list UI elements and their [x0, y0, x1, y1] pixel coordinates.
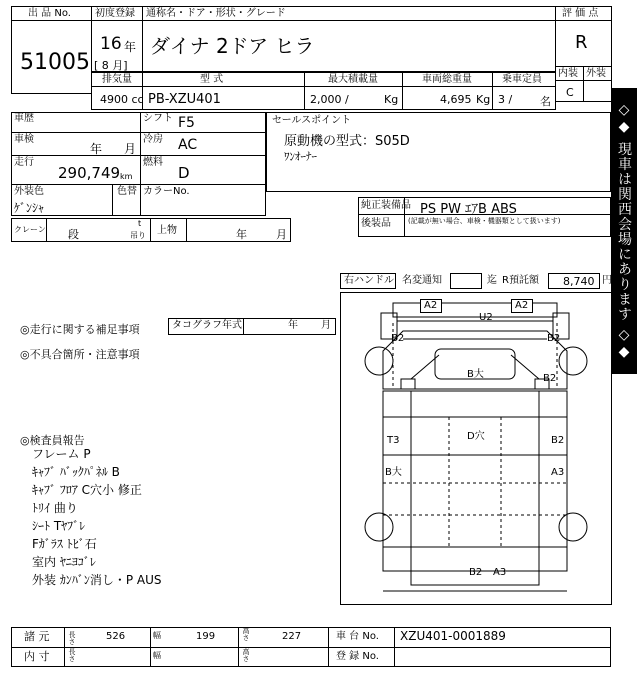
inspection-year-unit: 年 [90, 142, 103, 156]
divider [11, 20, 92, 21]
lot-no: 51005 [20, 50, 90, 75]
upper-label: 上物 [157, 225, 177, 236]
inspection-month-unit: 月 [124, 142, 137, 156]
damage-mark: B2 [469, 567, 483, 578]
divider [112, 184, 113, 216]
inner-width-label: 幅 [153, 651, 161, 660]
divider [402, 72, 403, 110]
divider [11, 184, 266, 185]
first-reg-year: 16 [100, 34, 122, 54]
divider [11, 647, 611, 648]
exterior-color: ｹﾞﾝｼｬ [14, 201, 45, 215]
inner-length-label: 長さ [68, 648, 76, 662]
tachograph-month-unit: 月 [321, 320, 331, 331]
inspection-label: 車検 [14, 134, 34, 145]
capacity: 3 / [498, 93, 513, 106]
upper-year-unit: 年 [236, 228, 247, 241]
width-label: 幅 [153, 631, 161, 640]
divider [328, 627, 329, 667]
aftermarket-note: (記載が無い場合、車検・機器類として扱います) [408, 217, 561, 225]
divider [140, 112, 141, 216]
sales-point-line1: 原動機の型式：S05D [284, 134, 410, 149]
running-label: ◎走行に関する補足事項 [20, 323, 140, 336]
damage-mark: U2 [479, 312, 493, 323]
lot-no-label: 出 品 No. [28, 8, 71, 19]
divider [46, 218, 47, 242]
meter-change-box [450, 273, 482, 289]
divider [304, 72, 305, 110]
mileage-unit: km [120, 172, 133, 181]
divider [555, 20, 612, 21]
damage-mark: B2 [551, 435, 565, 446]
inspector-line: ﾄﾘｲ 曲り [32, 501, 78, 515]
fuel: D [178, 164, 190, 182]
mileage: 290,749 [58, 164, 121, 182]
first-reg-year-unit: 年 [124, 40, 137, 54]
divider [142, 6, 143, 72]
max-load-unit: Kg [384, 93, 399, 106]
crane-row [11, 218, 291, 242]
shift-label: シフト [143, 113, 173, 124]
shift: F5 [178, 115, 195, 131]
defects-label: ◎不具合箇所・注意事項 [20, 348, 140, 361]
crane-label: クレーン [14, 225, 46, 234]
details-grid [11, 112, 266, 216]
model-name: ダイナ 2ドア ヒラ [150, 34, 315, 58]
height: 227 [282, 631, 302, 642]
first-reg-label: 初度登録 [95, 8, 135, 19]
equipment-value: PS PW ｴｱB ABS [420, 202, 517, 217]
length-label: 長さ [68, 631, 76, 645]
inner-height-label: 高さ [242, 648, 250, 662]
divider [11, 132, 266, 133]
chassis: XZU401-0001889 [400, 629, 506, 643]
divider [238, 627, 239, 667]
damage-mark: B大 [467, 369, 484, 380]
right-hand: 右ハンドル [344, 275, 394, 286]
damage-mark: A3 [551, 467, 565, 478]
ac-label: 冷房 [143, 134, 163, 145]
divider [64, 627, 65, 667]
divider [583, 66, 584, 102]
displacement-label: 排気量 [102, 74, 132, 85]
equipment-label: 純正装備品 [361, 200, 411, 211]
damage-mark: T3 [387, 435, 400, 446]
mileage-label: 走行 [14, 157, 34, 168]
first-reg-month: [ 8 月] [94, 59, 128, 72]
crane-ton-unit: t [138, 219, 142, 228]
inspector-label: ◎検査員報告 [20, 434, 85, 447]
interior-grade: C [566, 86, 574, 99]
width: 199 [196, 631, 216, 642]
gvw: 4,695 [440, 93, 472, 106]
truck-diagram-svg [341, 293, 611, 604]
inner-label: 内 寸 [24, 650, 50, 663]
crane-lift-unit: 吊り [130, 231, 146, 240]
damage-mark: A3 [493, 567, 507, 578]
divider [243, 318, 244, 335]
inspector-report [32, 446, 332, 588]
damage-mark: B2 [543, 373, 557, 384]
damage-mark: A2 [424, 300, 438, 311]
model-code-label: 型 式 [200, 74, 224, 85]
length: 526 [106, 631, 126, 642]
divider [150, 218, 151, 242]
exterior-color-label: 外装色 [14, 186, 44, 197]
damage-diagram [340, 292, 612, 605]
grade: R [575, 32, 588, 53]
tachograph-label: タコグラフ年式 [172, 320, 242, 331]
max-load-label: 最大積載量 [328, 74, 378, 85]
upper-month-unit: 月 [276, 228, 287, 241]
damage-mark: D穴 [467, 431, 485, 442]
divider [91, 20, 556, 21]
r-label: R預託額 [502, 275, 539, 286]
tachograph-year-unit: 年 [288, 320, 298, 331]
damage-mark: B大 [385, 467, 402, 478]
grade-label: 評 価 点 [562, 8, 599, 19]
meter-change: 名変通知 [402, 275, 442, 286]
reg-label: 登 録 No. [336, 651, 379, 662]
inspector-line: Fｶﾞﾗｽ ﾄﾋﾞ石 [32, 537, 97, 551]
inspector-line: ｼｰﾄ Tﾔﾌﾞﾚ [32, 519, 86, 533]
gvw-label: 車両総重量 [422, 74, 472, 85]
divider [11, 155, 266, 156]
capacity-label: 乗車定員 [502, 74, 542, 85]
crane-stage-unit: 段 [68, 228, 79, 241]
divider [91, 86, 556, 87]
damage-mark: B2 [391, 333, 405, 344]
aftermarket-label: 後装品 [361, 218, 391, 229]
divider [186, 218, 187, 242]
displacement: 4900 cc [100, 93, 144, 106]
r-value: 8,740 [563, 275, 595, 288]
exterior-label: 外装 [586, 68, 606, 79]
sales-point-label: セールスポイント [272, 115, 352, 126]
inspector-line: 室内 ﾔﾆﾖｺﾞﾚ [32, 555, 96, 569]
ac: AC [178, 137, 198, 153]
height-label: 高さ [242, 627, 250, 641]
max-load: 2,000 / [310, 93, 349, 106]
divider [492, 72, 493, 110]
model-code: PB-XZU401 [148, 92, 221, 107]
inspector-line: ｷｬﾌﾞ ﾌﾛｱ C穴小 修正 [32, 483, 142, 497]
inspector-line: ｷｬﾌﾞ ﾊﾞｯｸﾊﾟﾈﾙ B [32, 465, 120, 479]
interior-label: 内装 [558, 68, 578, 79]
color-no-label: 色替 [117, 186, 137, 197]
damage-mark: A2 [515, 300, 529, 311]
history-label: 車歴 [14, 113, 34, 124]
divider [394, 627, 395, 667]
damage-mark: B2 [547, 333, 561, 344]
name-label: 通称名・ドア・形状・グレード [146, 8, 286, 19]
chassis-label: 車 台 No. [336, 631, 379, 642]
inspector-line: 外装 ｶﾝﾊﾞﾝ消し・P AUS [32, 573, 162, 587]
capacity-unit: 名 [540, 95, 551, 108]
fuel-label: 燃料 [143, 157, 163, 168]
dims-label: 諸 元 [24, 630, 50, 643]
r-unit: 円 [602, 275, 612, 286]
location-banner: ◇◆ 現車は関西会場にあります ◇◆ [611, 88, 637, 374]
gvw-unit: Kg [476, 93, 491, 106]
divider [150, 627, 151, 667]
color-code-label: カラーNo. [143, 186, 190, 197]
odometer-note: 迄 [487, 275, 497, 286]
inspector-line: フレーム P [32, 447, 91, 461]
sales-point-line2: ﾜﾝｵｰﾅｰ [284, 150, 317, 163]
